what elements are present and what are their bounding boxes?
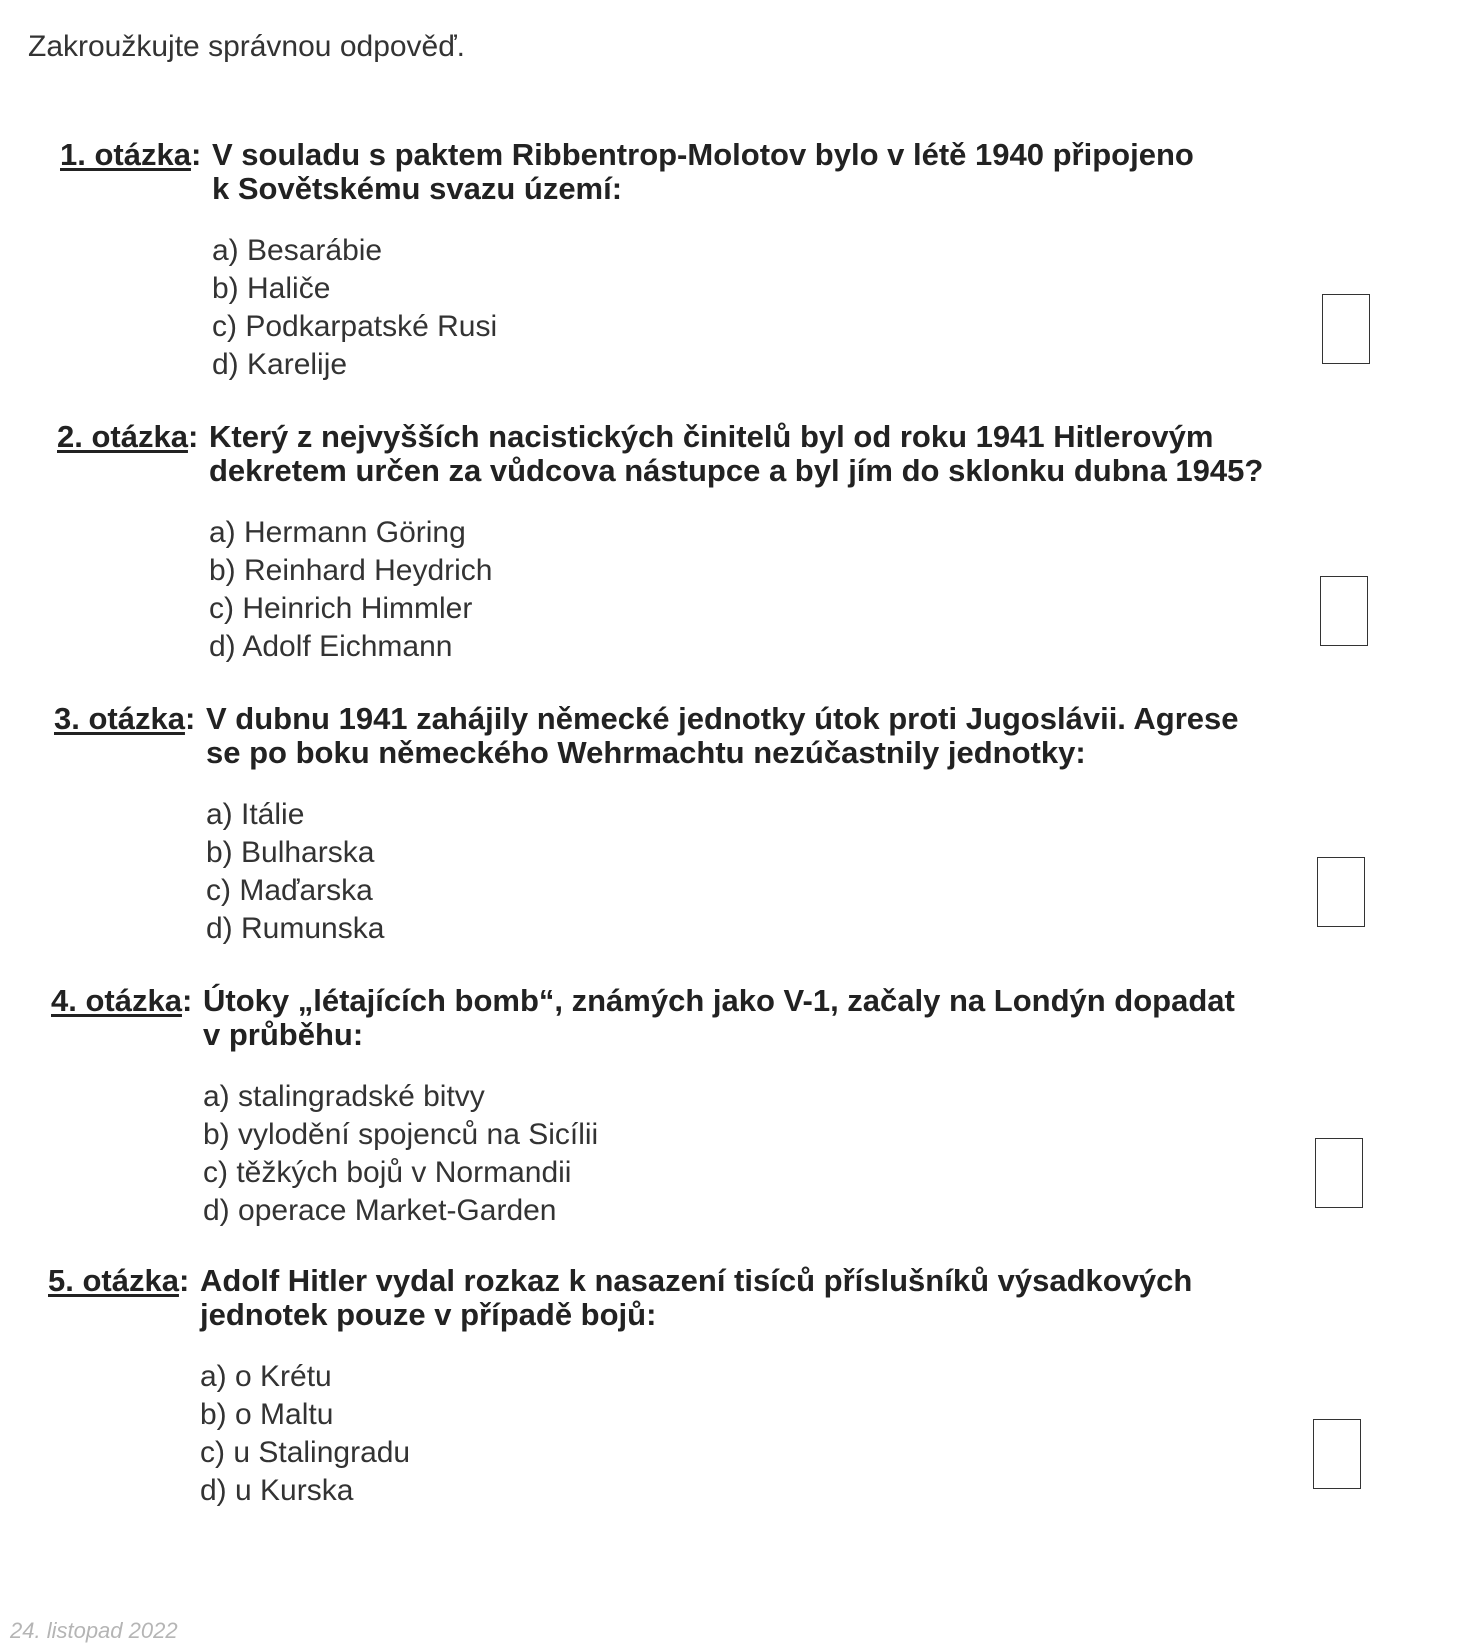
question-3 <box>54 702 1468 982</box>
question-line: Útoky „létajících bomb“, známých jako V-1, začaly na Londýn dopadat <box>203 983 1235 1018</box>
answer-box-4[interactable] <box>1315 1138 1363 1208</box>
option-list <box>200 1358 410 1510</box>
option-a[interactable]: a) stalingradské bitvy <box>203 1080 485 1113</box>
question-header: 3. otázka: <box>54 701 196 736</box>
option-b[interactable]: b) Bulharska <box>206 836 375 869</box>
footer-date: 24. listopad 2022 <box>10 1618 178 1643</box>
question-text <box>206 702 1239 770</box>
question-number: 4. otázka <box>51 983 182 1018</box>
answer-box-5[interactable] <box>1313 1419 1361 1489</box>
option-a[interactable]: a) o Krétu <box>200 1360 332 1393</box>
option-b[interactable]: b) vylodění spojenců na Sicílii <box>203 1118 599 1151</box>
instruction-text: Zakroužkujte správnou odpověď. <box>28 30 466 63</box>
answer-box-2[interactable] <box>1320 576 1368 646</box>
question-2 <box>57 420 1468 700</box>
option-c[interactable]: c) těžkých bojů v Normandii <box>203 1156 572 1189</box>
question-1 <box>60 138 1468 418</box>
question-line: V dubnu 1941 zahájily německé jednotky útok proti Jugoslávii. Agrese <box>206 701 1239 736</box>
option-list <box>212 232 497 384</box>
question-header: 4. otázka: <box>51 983 193 1018</box>
question-header: 2. otázka: <box>57 419 199 454</box>
question-text <box>200 1264 1192 1332</box>
question-header: 1. otázka: <box>60 137 202 172</box>
option-list <box>209 514 492 666</box>
option-c[interactable]: c) u Stalingradu <box>200 1436 411 1469</box>
question-number: 3. otázka <box>54 701 185 736</box>
option-d[interactable]: d) u Kurska <box>200 1474 354 1507</box>
option-b[interactable]: b) Haliče <box>212 272 331 305</box>
option-b[interactable]: b) o Maltu <box>200 1398 334 1431</box>
option-a[interactable]: a) Besarábie <box>212 234 383 267</box>
answer-box-1[interactable] <box>1322 294 1370 364</box>
question-4 <box>51 984 1468 1264</box>
option-d[interactable]: d) operace Market-Garden <box>203 1194 557 1227</box>
question-line: k Sovětskému svazu území: <box>212 171 623 206</box>
question-text <box>203 984 1235 1052</box>
question-5 <box>48 1264 1468 1544</box>
question-number: 2. otázka <box>57 419 188 454</box>
option-d[interactable]: d) Rumunska <box>206 912 385 945</box>
question-header: 5. otázka: <box>48 1263 190 1298</box>
question-line: se po boku německého Wehrmachtu nezúčastnily jednotky: <box>206 735 1086 770</box>
question-line: v průběhu: <box>203 1017 364 1052</box>
option-c[interactable]: c) Podkarpatské Rusi <box>212 310 498 343</box>
option-c[interactable]: c) Maďarska <box>206 874 373 907</box>
question-line: dekretem určen za vůdcova nástupce a byl jím do sklonku dubna 1945? <box>209 453 1264 488</box>
question-number: 1. otázka <box>60 137 191 172</box>
question-text <box>209 420 1263 488</box>
answer-box-3[interactable] <box>1317 857 1365 927</box>
option-c[interactable]: c) Heinrich Himmler <box>209 592 473 625</box>
question-text <box>212 138 1194 206</box>
question-line: Adolf Hitler vydal rozkaz k nasazení tisíců příslušníků výsadkových <box>200 1263 1193 1298</box>
option-b[interactable]: b) Reinhard Heydrich <box>209 554 493 587</box>
question-line: Který z nejvyšších nacistických činitelů byl od roku 1941 Hitlerovým <box>209 419 1214 454</box>
option-list <box>206 796 384 948</box>
option-d[interactable]: d) Adolf Eichmann <box>209 630 453 663</box>
question-line: V souladu s paktem Ribbentrop-Molotov bylo v létě 1940 připojeno <box>212 137 1194 172</box>
question-number: 5. otázka <box>48 1263 179 1298</box>
option-a[interactable]: a) Itálie <box>206 798 305 831</box>
option-list <box>203 1078 598 1230</box>
question-line: jednotek pouze v případě bojů: <box>200 1297 657 1332</box>
option-d[interactable]: d) Karelije <box>212 348 348 381</box>
option-a[interactable]: a) Hermann Göring <box>209 516 466 549</box>
